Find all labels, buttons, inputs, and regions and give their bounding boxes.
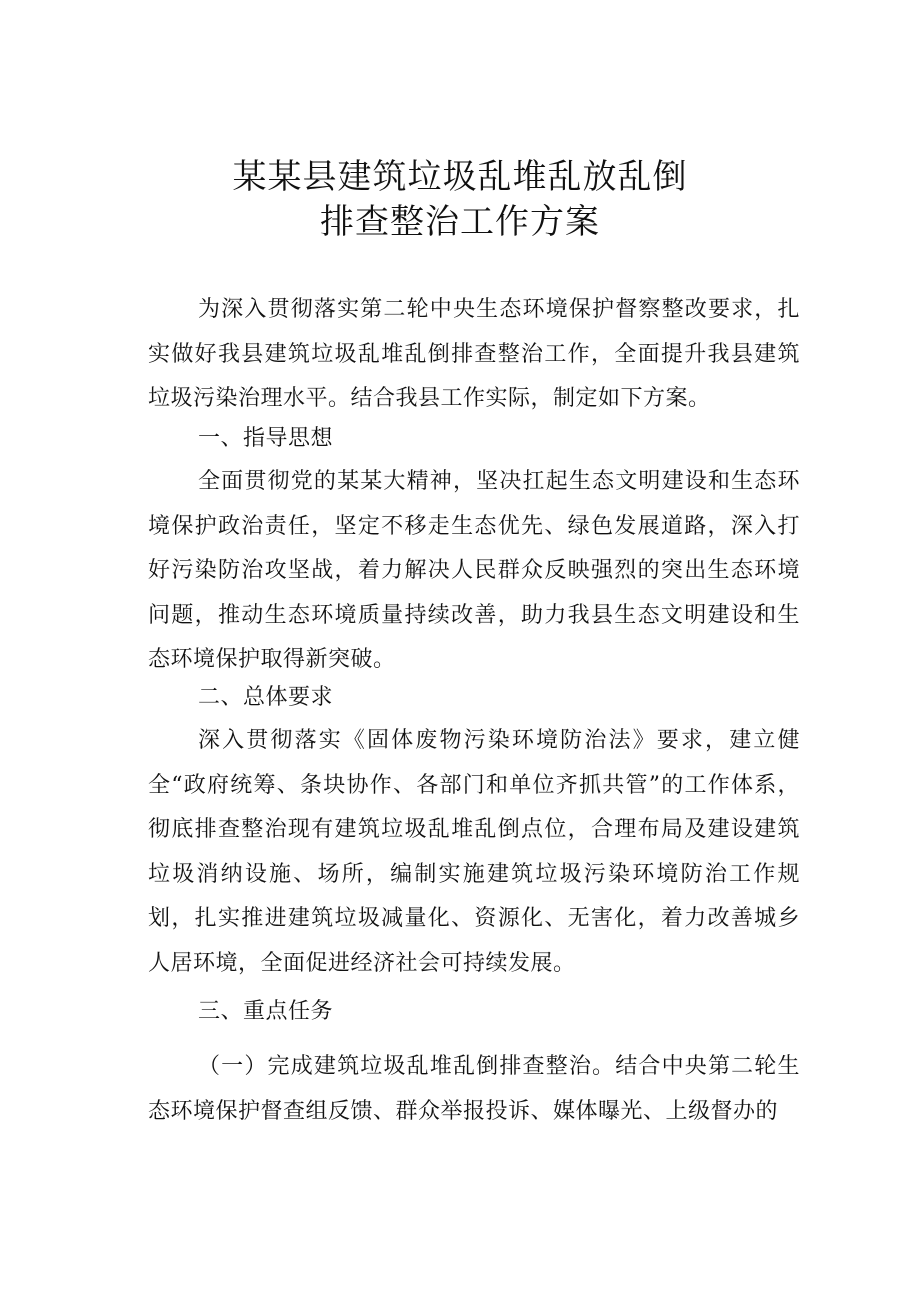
section1-heading: 一、指导思想: [198, 426, 334, 451]
section2-heading: 二、总体要求: [198, 685, 334, 710]
intro-paragraph: 为深入贯彻落实第二轮中央生态环境保护督察整改要求，扎实做好我县建筑垃圾乱堆乱倒排查整治工作，全面提升我县建筑垃圾污染治理水平。结合我县工作实际，制定如下方案。: [148, 297, 800, 411]
document-title-line2: 排查整治工作方案: [320, 202, 600, 242]
section1-paragraph: 全面贯彻党的某某大精神，坚决扛起生态文明建设和生态环境保护政治责任，坚定不移走生态优先、绿色发展道路，深入打好污染防治攻坚战，着力解决人民群众反映强烈的突出生态环境问题，推动生态环境质量持续改善，助力我县生态文明建设和生态环境保护取得新突破。: [148, 469, 800, 672]
document-title-line1: 某某县建筑垃圾乱堆乱放乱倒: [232, 157, 688, 197]
section3-heading: 三、重点任务: [198, 999, 334, 1024]
section3-item1-paragraph: （一）完成建筑垃圾乱堆乱倒排查整治。结合中央第二轮生态环境保护督查组反馈、群众举报投诉、媒体曝光、上级督办的: [148, 1054, 800, 1124]
section2-paragraph: 深入贯彻落实《固体废物污染环境防治法》要求，建立健全“政府统筹、条块协作、各部门和单位齐抓共管”的工作体系，彻底排查整治现有建筑垃圾乱堆乱倒点位，合理布局及建设建筑垃圾消纳设施、场所，编制实施建筑垃圾污染环境防治工作规划，扎实推进建筑垃圾减量化、资源化、无害化，着力改善城乡人居环境，全面促进经济社会可持续发展。: [148, 728, 800, 976]
